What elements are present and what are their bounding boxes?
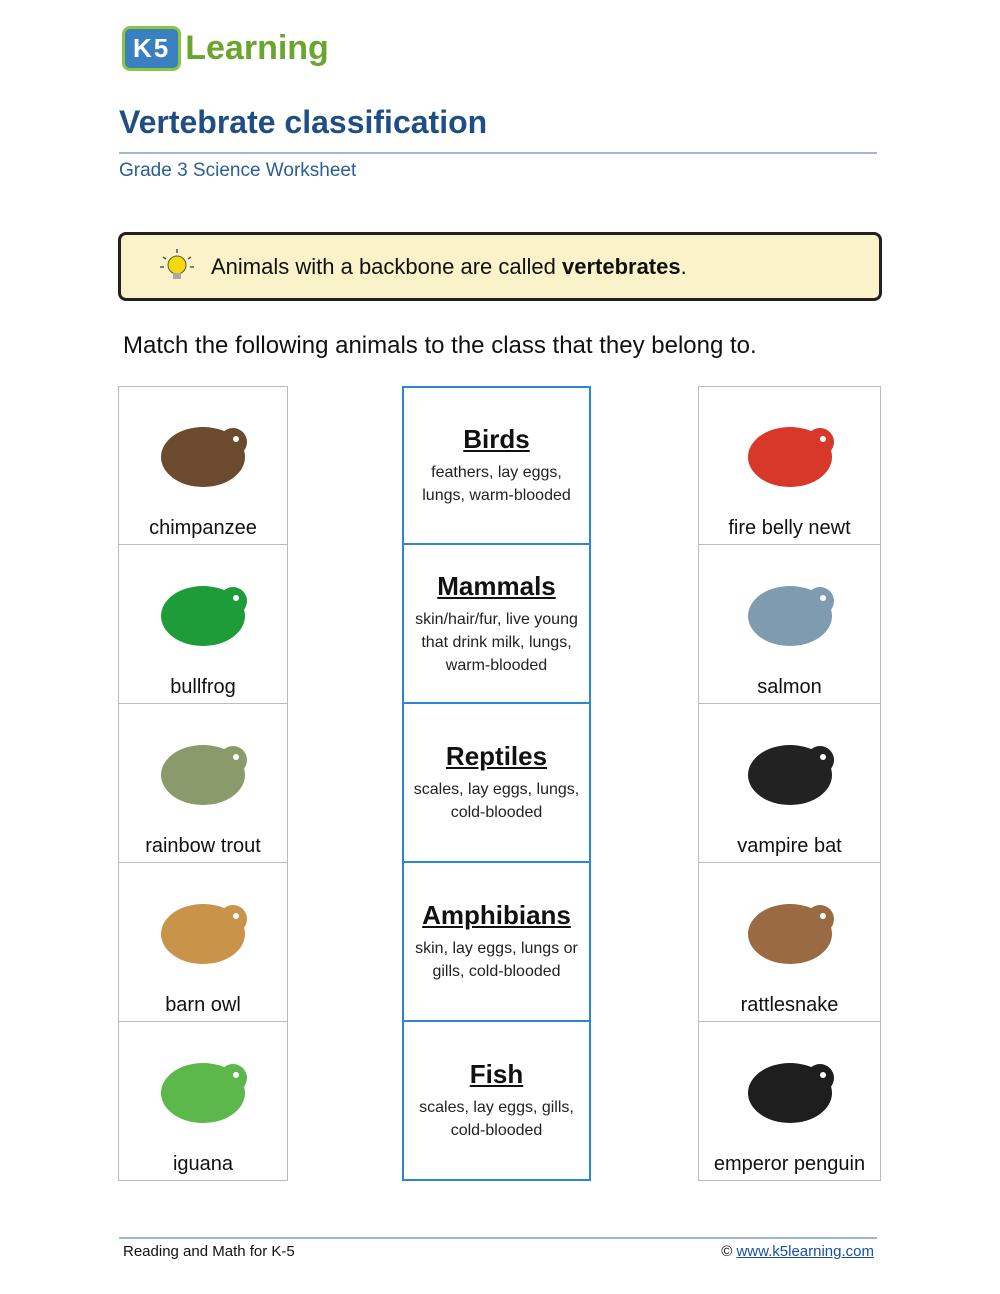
class-description: feathers, lay eggs, lungs, warm-blooded — [422, 464, 571, 504]
page-subtitle: Grade 3 Science Worksheet — [119, 160, 357, 181]
animal-name: rattlesnake — [740, 994, 839, 1016]
lightbulb-icon — [157, 247, 197, 287]
class-card-mammals[interactable] — [402, 545, 591, 704]
class-card-birds[interactable] — [402, 386, 591, 545]
animal-card[interactable] — [118, 545, 288, 704]
class-name: Amphibians — [422, 900, 571, 930]
footer-copyright: © www.k5learning.com — [721, 1243, 874, 1260]
tip-box — [118, 232, 882, 301]
animal-name: barn owl — [165, 994, 241, 1016]
animal-image — [148, 387, 258, 517]
animal-name: rainbow trout — [145, 835, 261, 857]
animal-card[interactable] — [698, 386, 881, 545]
animal-image — [735, 545, 845, 676]
footer-divider — [119, 1237, 877, 1239]
class-name: Fish — [469, 1059, 524, 1089]
page-title: Vertebrate classification — [119, 104, 488, 140]
instruction-text: Match the following animals to the class that they belong to. — [123, 332, 757, 359]
animal-name: chimpanzee — [149, 517, 257, 539]
animal-image — [735, 704, 845, 835]
animal-name: iguana — [172, 1153, 234, 1175]
class-description: skin/hair/fur, live young that drink milk, lungs, warm-blooded — [415, 610, 578, 674]
animal-card[interactable] — [118, 386, 288, 545]
tip-text: Animals with a backbone are called vertebrates. — [211, 253, 687, 279]
class-name: Birds — [463, 424, 530, 454]
animal-image — [148, 863, 258, 994]
class-description: scales, lay eggs, gills, cold-blooded — [419, 1099, 574, 1139]
animal-name: vampire bat — [737, 835, 842, 857]
logo-text: Learning — [185, 28, 329, 67]
animal-card[interactable] — [118, 704, 288, 863]
animal-card[interactable] — [118, 863, 288, 1022]
class-description: scales, lay eggs, lungs, cold-blooded — [413, 781, 580, 821]
class-description: skin, lay eggs, lungs or gills, cold-blooded — [415, 940, 578, 980]
footer-text: Reading and Math for K-5 — [123, 1243, 295, 1260]
animal-name: bullfrog — [170, 676, 236, 698]
animal-image — [148, 704, 258, 835]
logo-badge: K5 — [122, 26, 181, 71]
animal-image — [735, 863, 845, 994]
class-card-fish[interactable] — [402, 1022, 591, 1181]
animal-name: fire belly newt — [728, 517, 851, 539]
k5-learning-logo — [122, 22, 329, 74]
class-card-reptiles[interactable] — [402, 704, 591, 863]
animal-image — [735, 1022, 845, 1153]
animal-card[interactable] — [698, 704, 881, 863]
animal-image — [148, 545, 258, 676]
class-column — [402, 386, 591, 1181]
animal-card[interactable] — [698, 1022, 881, 1181]
animal-card[interactable] — [118, 1022, 288, 1181]
animal-card[interactable] — [698, 863, 881, 1022]
animal-name: salmon — [757, 676, 822, 698]
class-name: Mammals — [437, 570, 556, 601]
animal-card[interactable] — [698, 545, 881, 704]
left-animal-column — [118, 386, 288, 1181]
animal-image — [148, 1022, 258, 1153]
class-card-amphibians[interactable] — [402, 863, 591, 1022]
website-link[interactable]: www.k5learning.com — [736, 1243, 874, 1260]
header-divider — [119, 152, 877, 154]
right-animal-column — [698, 386, 881, 1181]
animal-name: emperor penguin — [713, 1153, 866, 1175]
animal-image — [735, 387, 845, 517]
class-name: Reptiles — [445, 741, 548, 771]
